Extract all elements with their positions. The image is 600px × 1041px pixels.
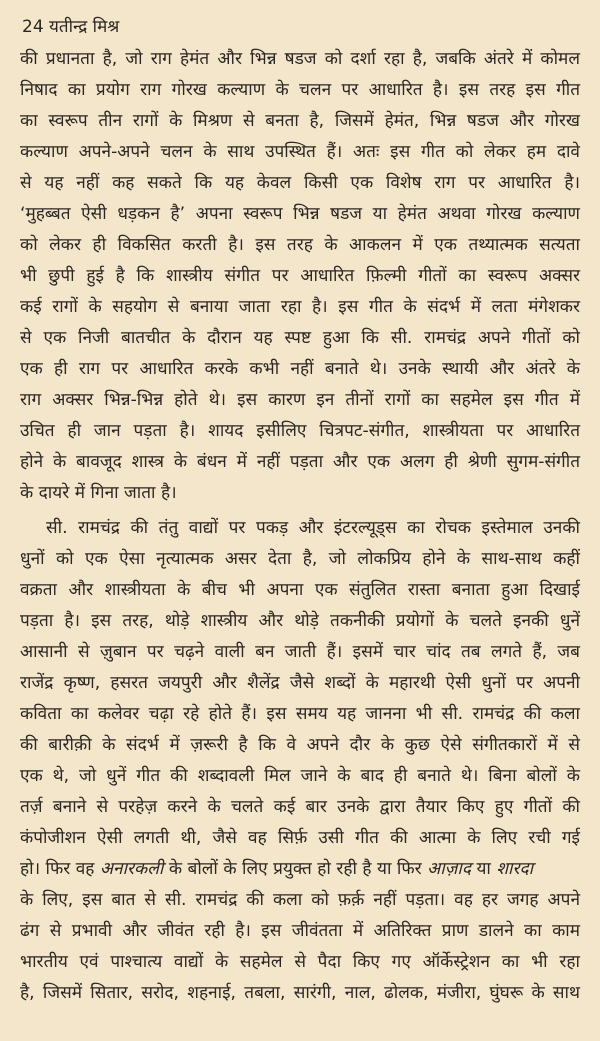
text-line: के लिए, इस बात से सी. रामचंद्र की कला को फ़र्क़ नहीं पड़ता। वह हर जगह अपने: [20, 890, 580, 910]
author-name: यतीन्द्र मिश्र: [49, 17, 120, 37]
text-line: के दायरे में गिना जाता है।: [20, 483, 177, 503]
text-line: सी. रामचंद्र की तंतु वाद्यों पर पकड़ और इंटरल्यूड्स का रोचक इस्तेमाल उनकी: [46, 518, 580, 538]
text-line: एक ही राग पर आधारित करके कभी नहीं बनाते थे। उनके स्थायी और अंतरे के: [20, 359, 580, 379]
text-line: की बारीक़ी के संदर्भ में ज़रूरी है कि वे अपने दौर के कुछ ऐसे संगीतकारों में से: [20, 735, 580, 755]
text-line: भी छुपी हुई है कि शास्त्रीय संगीत पर आधारित फ़िल्मी गीतों का स्वरूप अक्सर: [20, 266, 580, 286]
text-line: है, जिसमें सितार, सरोद, शहनाई, तबला, सारंगी, नाल, ढोलक, मंजीरा, घुंघरू के साथ: [20, 983, 580, 1003]
text-line: ‘मुहब्बत ऐसी धड़कन है’ अपना स्वरूप भिन्न षडज या हेमंत अथवा गोरख कल्याण: [20, 204, 580, 224]
text-line: कविता का कलेवर चढ़ा रहे होते हैं। इस समय यह जानना भी सी. रामचंद्र की कला: [20, 704, 580, 724]
text-span: के बोलों के लिए प्रयुक्त हो रही है या फिर: [163, 859, 428, 879]
text-line: कल्याण अपने-अपने चलन के साथ उपस्थित हैं। अतः इस गीत को लेकर हम दावे: [20, 142, 580, 162]
text-line: कई रागों के सहयोग से बनाया जाता रहा है। इस गीत के संदर्भ में लता मंगेशकर: [20, 297, 580, 317]
text-span: या: [470, 859, 497, 879]
text-line-with-titles: [20, 854, 580, 885]
text-line: से एक निजी बातचीत के दौरान यह स्पष्ट हुआ कि सी. रामचंद्र अपने गीतों को: [20, 328, 580, 348]
running-header: [22, 14, 119, 37]
text-line: निषाद का प्रयोग राग गोरख कल्याण के चलन पर आधारित है। इस तरह इस गीत: [20, 80, 580, 100]
paragraph-2: [20, 513, 580, 1009]
text-line: राग अक्सर भिन्न-भिन्न होते थे। इस कारण इन तीनों रागों का सहमेल इस गीत में: [20, 390, 580, 410]
text-line: पड़ता है। इस तरह, थोड़े शास्त्रीय और थोड़े तकनीकी प्रयोगों के चलते इनकी धुनें: [20, 611, 580, 631]
text-line: वक्रता और शास्त्रीयता के बीच भी अपना एक संतुलित रास्ता बनाता हुआ दिखाई: [20, 580, 580, 600]
text-line: का स्वरूप तीन रागों के मिश्रण से बनता है, जिसमें हेमंत, भिन्न षडज और गोरख: [20, 111, 580, 131]
paragraph-1: [20, 44, 580, 509]
text-span: हो। फिर वह: [20, 859, 100, 879]
text-line: को लेकर ही विकसित करती है। इस तरह के आकलन में एक तथ्यात्मक सत्यता: [20, 235, 580, 255]
text-line: आसानी से ज़ुबान पर चढ़ने वाली बन जाती हैं। इसमें चार चांद तब लगते हैं, जब: [20, 642, 580, 662]
page-number: 24: [22, 17, 44, 37]
page-body: [20, 44, 580, 1009]
text-line: राजेंद्र कृष्ण, हसरत जयपुरी और शैलेंद्र जैसे शब्दों के महारथी ऐसी धुनों पर अपनी: [20, 673, 580, 693]
text-line: की प्रधानता है, जो राग हेमंत और भिन्न षडज को दर्शा रहा है, जबकि अंतरे में कोमल: [20, 49, 580, 69]
text-line: धुनों को एक ऐसा नृत्यात्मक असर देता है, जो लोकप्रिय होने के साथ-साथ कहीं: [20, 549, 580, 569]
text-line: ढंग से प्रभावी और जीवंत रही है। इस जीवंतता में अतिरिक्त प्राण डालने का काम: [20, 921, 580, 941]
text-line: होने के बावजूद शास्त्र के बंधन में नहीं पड़ता और एक अलग ही श्रेणी सुगम-संगीत: [20, 452, 580, 472]
text-line: भारतीय एवं पाश्चात्य वाद्यों के सहमेल से पैदा किए गए ऑर्केस्ट्रेशन का भी रहा: [20, 952, 580, 972]
text-line: तर्ज़ बनाने से परहेज़ करने के चलते कई बार उनके द्वारा तैयार किए हुए गीतों की: [20, 797, 580, 817]
text-line: से यह नहीं कह सकते कि यह केवल किसी एक विशेष राग पर आधारित है।: [20, 173, 580, 193]
film-title-anarkali: अनारकली: [99, 859, 164, 879]
text-line: कंपोजीशन ऐसी लगती थी, जैसे वह सिर्फ़ उसी गीत की आत्मा के लिए रची गई: [20, 828, 580, 848]
text-line: उचित ही जान पड़ता है। शायद इसीलिए चित्रपट-संगीत, शास्त्रीयता पर आधारित: [20, 421, 580, 441]
film-title-sharda: शारदा: [496, 859, 534, 879]
text-line: एक थे, जो धुनें गीत की शब्दावली मिल जाने के बाद ही बनाते थे। बिना बोलों के: [20, 766, 580, 786]
film-title-azaad: आज़ाद: [427, 859, 471, 879]
